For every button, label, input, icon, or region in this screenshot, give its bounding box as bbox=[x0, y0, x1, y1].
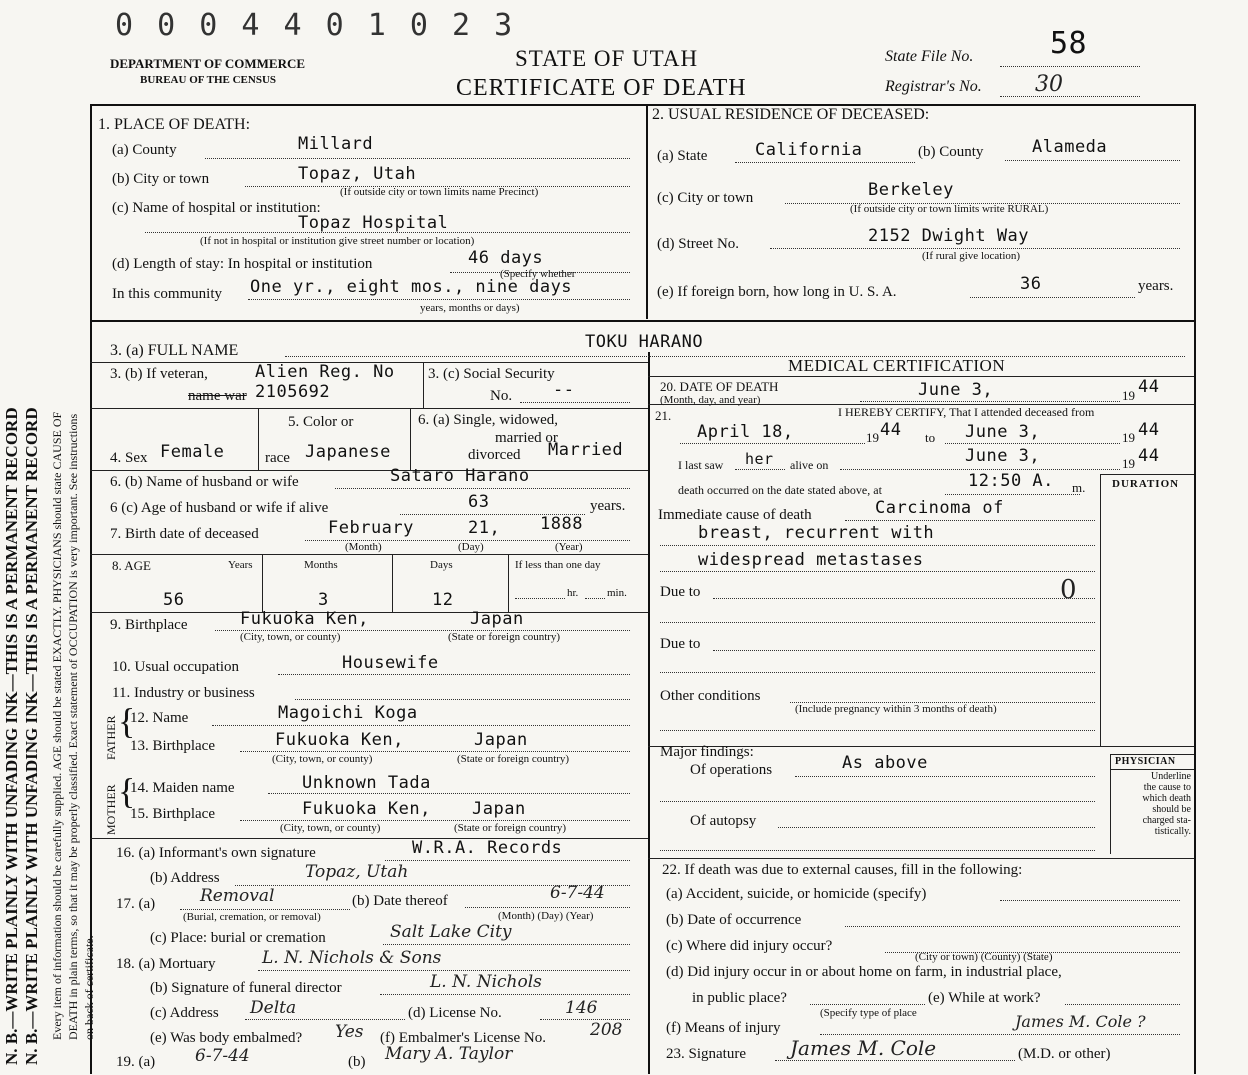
marital-label-c: divorced bbox=[468, 447, 521, 463]
age-days-value: 12 bbox=[432, 590, 454, 610]
birth-month-note: (Month) bbox=[345, 541, 382, 553]
hospital-note: (If not in hospital or institution give street number or location) bbox=[200, 235, 475, 247]
major-findings-label: Major findings: bbox=[660, 744, 754, 760]
ext-d2-label: in public place? bbox=[692, 990, 787, 1006]
burial-place-label: (c) Place: burial or cremation bbox=[150, 930, 326, 946]
father-name-label: 12. Name bbox=[130, 710, 189, 726]
birth-year-note: (Year) bbox=[555, 541, 583, 553]
alive-on-label: alive on bbox=[790, 458, 829, 472]
ext-d-label: (d) Did injury occur in or about home on farm, in industrial place, bbox=[666, 964, 1062, 980]
death-county-value: Millard bbox=[298, 134, 374, 154]
registrar-value: 30 bbox=[1035, 72, 1063, 97]
father-bp-value: Fukuoka Ken, bbox=[275, 730, 404, 750]
burial-place-value: Salt Lake City bbox=[390, 922, 512, 942]
filed-value: 6-7-44 bbox=[195, 1046, 250, 1066]
birthplace-country-note: (State or foreign country) bbox=[448, 631, 561, 643]
informant-value: W.R.A. Records bbox=[412, 838, 563, 858]
full-name-value: TOKU HARANO bbox=[585, 332, 704, 352]
industry-label: 11. Industry or business bbox=[112, 685, 255, 701]
ext-d-note: (Specify type of place bbox=[820, 1007, 917, 1019]
mortuary-addr-value: Delta bbox=[250, 998, 297, 1018]
hospital-value: Topaz Hospital bbox=[298, 213, 449, 233]
other-conditions-label: Other conditions bbox=[660, 688, 761, 704]
sex-label: 4. Sex bbox=[110, 450, 148, 466]
father-bp-city-note: (City, town, or county) bbox=[272, 753, 373, 765]
dod-note: (Month, day, and year) bbox=[660, 394, 761, 406]
hospital-label: (c) Name of hospital or institution: bbox=[112, 200, 321, 216]
place-of-death-heading: 1. PLACE OF DEATH: bbox=[98, 116, 251, 133]
birth-date-label: 7. Birth date of deceased bbox=[110, 526, 259, 542]
embalmer-value: 208 bbox=[590, 1020, 623, 1040]
mortuary-label: 18. (a) Mortuary bbox=[116, 956, 216, 972]
death-time-m: m. bbox=[1072, 480, 1086, 495]
cause-line-2: breast, recurrent with bbox=[698, 523, 935, 543]
cause-line-1: Carcinoma of bbox=[875, 498, 1004, 518]
other-conditions-note: (Include pregnancy within 3 months of death) bbox=[795, 703, 997, 715]
duration-label: DURATION bbox=[1112, 478, 1180, 490]
death-city-value: Topaz, Utah bbox=[298, 164, 417, 184]
death-city-label: (b) City or town bbox=[112, 171, 210, 187]
husband-label: 6. (b) Name of husband or wife bbox=[110, 474, 299, 490]
registrar-sig-label: (b) bbox=[348, 1054, 366, 1070]
stay-value: 46 days bbox=[468, 248, 544, 268]
dod-year-prefix: 19 bbox=[1122, 388, 1135, 403]
state-title: STATE OF UTAH bbox=[515, 46, 699, 71]
community-value: One yr., eight mos., nine days bbox=[250, 277, 573, 297]
license-label: (d) License No. bbox=[408, 1005, 502, 1021]
operations-value: As above bbox=[842, 753, 928, 773]
age-days-label: Days bbox=[430, 559, 453, 571]
ext-e-label: (e) While at work? bbox=[928, 990, 1041, 1006]
last-saw-label: I last saw bbox=[678, 458, 724, 472]
certify-num: 21. bbox=[655, 408, 672, 423]
physician-note bbox=[1113, 771, 1191, 837]
foreign-unit: years. bbox=[1138, 278, 1174, 294]
physician-note-line: tistically. bbox=[1154, 826, 1191, 837]
due-to-label-2: Due to bbox=[660, 636, 701, 652]
father-brace: { bbox=[118, 701, 136, 741]
filed-label: 19. (a) bbox=[116, 1054, 156, 1070]
dod-label: 20. DATE OF DEATH bbox=[660, 379, 779, 394]
father-bp-country: Japan bbox=[474, 730, 528, 750]
external-heading: 22. If death was due to external causes, fill in the following: bbox=[662, 862, 1023, 878]
birth-day-value: 21, bbox=[468, 518, 501, 538]
mother-bp-city-note: (City, town, or county) bbox=[280, 822, 381, 834]
birthplace-city-note: (City, town, or county) bbox=[240, 631, 341, 643]
mother-brace: { bbox=[118, 771, 136, 811]
res-city-label: (c) City or town bbox=[657, 190, 754, 206]
burial-date-label: (b) Date thereof bbox=[352, 893, 448, 909]
alive-year-prefix: 19 bbox=[1122, 456, 1135, 471]
ss-label: 3. (c) Social Security bbox=[428, 366, 555, 382]
war-label: name war bbox=[188, 388, 247, 404]
age-min-label: min. bbox=[607, 587, 627, 599]
attend-to-year-prefix: 19 bbox=[1122, 430, 1135, 445]
age-months-label: Months bbox=[304, 559, 338, 571]
burial-note: (Burial, cremation, or removal) bbox=[183, 911, 321, 923]
alive-on-value: June 3, bbox=[965, 446, 1041, 466]
physician-note-line: which death bbox=[1142, 793, 1191, 804]
embalmed-value: Yes bbox=[335, 1022, 364, 1042]
operations-label: Of operations bbox=[690, 762, 773, 778]
community-note: years, months or days) bbox=[420, 302, 520, 314]
attend-to-date: June 3, bbox=[965, 422, 1041, 442]
res-state-label: (a) State bbox=[657, 148, 708, 164]
color-label: 5. Color or bbox=[288, 414, 354, 430]
embalmer-label: (f) Embalmer's License No. bbox=[380, 1030, 546, 1046]
alien-reg-label: Alien Reg. No bbox=[255, 362, 395, 382]
attend-from-year-prefix: 19 bbox=[866, 430, 879, 445]
race-label: race bbox=[265, 450, 290, 466]
res-street-note: (If rural give location) bbox=[922, 250, 1021, 262]
burial-value: Removal bbox=[200, 886, 275, 906]
marital-label-a: 6. (a) Single, widowed, bbox=[418, 412, 558, 428]
license-value: 146 bbox=[565, 998, 598, 1018]
birthplace-city-value: Fukuoka Ken, bbox=[240, 609, 369, 629]
informant-addr-label: (b) Address bbox=[150, 870, 220, 886]
ss-no-label: No. bbox=[490, 388, 513, 404]
medical-heading: MEDICAL CERTIFICATION bbox=[788, 356, 1006, 375]
age-label: 8. AGE bbox=[112, 558, 151, 573]
alien-reg-value: 2105692 bbox=[255, 382, 331, 402]
occupation-value: Housewife bbox=[342, 653, 439, 673]
ss-value: -- bbox=[553, 380, 575, 400]
certificate-title: CERTIFICATE OF DEATH bbox=[456, 75, 747, 101]
death-time-value: 12:50 A. bbox=[968, 471, 1054, 491]
informant-label: 16. (a) Informant's own signature bbox=[116, 845, 316, 861]
cause-line-3: widespread metastases bbox=[698, 550, 924, 570]
ext-c-label: (c) Where did injury occur? bbox=[666, 938, 833, 954]
foreign-value: 36 bbox=[1020, 274, 1042, 294]
age-months-value: 3 bbox=[318, 590, 329, 610]
mortuary-addr-label: (c) Address bbox=[150, 1005, 219, 1021]
husband-value: Sataro Harano bbox=[390, 466, 530, 486]
birth-day-note: (Day) bbox=[458, 541, 484, 553]
ext-b-label: (b) Date of occurrence bbox=[666, 912, 802, 928]
registrar-sig-value: Mary A. Taylor bbox=[385, 1044, 513, 1064]
mother-bp-country-note: (State or foreign country) bbox=[454, 822, 567, 834]
physician-note-line: should be bbox=[1152, 804, 1191, 815]
attend-to-label: to bbox=[925, 430, 936, 445]
state-file-value: 58 bbox=[1050, 26, 1088, 61]
autopsy-label: Of autopsy bbox=[690, 813, 757, 829]
permanent-record-note: N. B.—WRITE PLAINLY WITH UNFADING INK—THIS IS A PERMANENT RECORD bbox=[2, 407, 21, 1065]
mother-bp-label: 15. Birthplace bbox=[130, 806, 215, 822]
signature-suffix: (M.D. or other) bbox=[1018, 1046, 1111, 1062]
husband-age-unit: years. bbox=[590, 498, 626, 514]
birthplace-label: 9. Birthplace bbox=[110, 617, 188, 633]
res-city-note: (If outside city or town limits write RURAL) bbox=[850, 203, 1049, 215]
attend-to-year: 44 bbox=[1138, 420, 1160, 440]
birth-year-value: 1888 bbox=[540, 514, 583, 534]
father-bp-country-note: (State or foreign country) bbox=[457, 753, 570, 765]
father-bp-label: 13. Birthplace bbox=[130, 738, 215, 754]
underline-mark: 0 bbox=[1060, 575, 1077, 605]
ext-f-label: (f) Means of injury bbox=[666, 1020, 781, 1036]
marital-label-b: married or bbox=[495, 430, 558, 446]
ext-c-note: (City or town) (County) (State) bbox=[915, 951, 1053, 963]
attend-from-date: April 18, bbox=[697, 422, 794, 442]
instruction-line-1: Every item of information should be carefully supplied. AGE should be stated EXACTLY. PHYSICIANS should state CAUSE OF bbox=[50, 411, 64, 1040]
res-county-value: Alameda bbox=[1032, 137, 1108, 157]
full-name-label: 3. (a) FULL NAME bbox=[110, 342, 239, 359]
embalmed-label: (e) Was body embalmed? bbox=[150, 1030, 303, 1046]
signature-label: 23. Signature bbox=[666, 1046, 746, 1062]
father-side-label: FATHER bbox=[104, 715, 118, 760]
immediate-cause-label: Immediate cause of death bbox=[658, 507, 812, 523]
mother-name-label: 14. Maiden name bbox=[130, 780, 235, 796]
race-value: Japanese bbox=[305, 442, 391, 462]
alive-year: 44 bbox=[1138, 446, 1160, 466]
birthplace-country-value: Japan bbox=[470, 609, 524, 629]
age-lt-label: If less than one day bbox=[515, 559, 601, 571]
stay-label: (d) Length of stay: In hospital or institution bbox=[112, 256, 373, 272]
res-state-value: California bbox=[755, 140, 863, 160]
department: DEPARTMENT OF COMMERCE bbox=[110, 56, 306, 71]
burial-date-note: (Month) (Day) (Year) bbox=[498, 910, 594, 922]
serial-number: 0 0 0 4 4 0 1 0 2 3 bbox=[115, 8, 516, 43]
mortuary-value: L. N. Nichols & Sons bbox=[262, 948, 442, 968]
instruction-line-2: DEATH in plain terms, so that it may be properly classified. Exact statement of OCCUPATION is very important. See instructions bbox=[66, 413, 80, 1040]
informant-addr-value: Topaz, Utah bbox=[305, 862, 409, 882]
bureau: BUREAU OF THE CENSUS bbox=[140, 74, 277, 86]
marital-value: Married bbox=[548, 440, 624, 460]
burial-label: 17. (a) bbox=[116, 896, 156, 912]
sex-value: Female bbox=[160, 442, 225, 462]
death-city-note: (If outside city or town limits name Precinct) bbox=[340, 186, 539, 198]
stay-note: (Specify whether bbox=[500, 268, 576, 280]
registrar-label: Registrar's No. bbox=[885, 78, 982, 95]
age-years-label: Years bbox=[228, 559, 253, 571]
community-label: In this community bbox=[112, 286, 222, 302]
occupation-label: 10. Usual occupation bbox=[112, 659, 240, 675]
due-to-label-1: Due to bbox=[660, 584, 701, 600]
residence-heading: 2. USUAL RESIDENCE OF DECEASED: bbox=[652, 106, 930, 123]
res-city-value: Berkeley bbox=[868, 180, 954, 200]
death-time-label: death occurred on the date stated above, at bbox=[678, 483, 882, 497]
mother-bp-value: Fukuoka Ken, bbox=[302, 799, 431, 819]
res-street-value: 2152 Dwight Way bbox=[868, 226, 1030, 246]
certify-text: I HEREBY CERTIFY, That I attended deceased from bbox=[838, 405, 1095, 419]
death-county-label: (a) County bbox=[112, 142, 177, 158]
permanent-record-note-2: N. B.—WRITE PLAINLY WITH UNFADING INK—THIS IS A PERMANENT RECORD bbox=[22, 407, 41, 1065]
mother-name-value: Unknown Tada bbox=[302, 773, 431, 793]
last-saw-who: her bbox=[745, 450, 774, 468]
age-years-value: 56 bbox=[163, 590, 185, 610]
age-hr-label: hr. bbox=[567, 587, 579, 599]
state-file-label: State File No. bbox=[885, 48, 974, 65]
dod-value: June 3, bbox=[918, 380, 994, 400]
veteran-label: 3. (b) If veteran, bbox=[110, 366, 208, 382]
birth-month-value: February bbox=[328, 518, 414, 538]
foreign-label: (e) If foreign born, how long in U. S. A. bbox=[657, 284, 897, 300]
res-county-label: (b) County bbox=[918, 144, 984, 160]
burial-date-value: 6-7-44 bbox=[550, 883, 605, 903]
director-label: (b) Signature of funeral director bbox=[150, 980, 342, 996]
director-value: L. N. Nichols bbox=[430, 972, 542, 992]
physician-note-line: charged sta- bbox=[1142, 815, 1191, 826]
res-street-label: (d) Street No. bbox=[657, 236, 740, 252]
father-name-value: Magoichi Koga bbox=[278, 703, 418, 723]
physician-signature: James M. Cole bbox=[790, 1036, 937, 1060]
dod-year: 44 bbox=[1138, 377, 1160, 397]
husband-age-label: 6 (c) Age of husband or wife if alive bbox=[110, 500, 329, 516]
mother-side-label: MOTHER bbox=[104, 784, 118, 835]
physician-heading: PHYSICIAN bbox=[1115, 756, 1176, 767]
instruction-line-3: on back of certificate. bbox=[82, 935, 96, 1040]
physician-note-line: the cause to bbox=[1143, 782, 1191, 793]
ext-a-label: (a) Accident, suicide, or homicide (specify) bbox=[666, 886, 927, 902]
physician-printed-name: James M. Cole ? bbox=[1015, 1012, 1146, 1031]
mother-bp-country: Japan bbox=[472, 799, 526, 819]
physician-note-line: Underline bbox=[1151, 771, 1191, 782]
attend-from-year: 44 bbox=[880, 420, 902, 440]
husband-age-value: 63 bbox=[468, 492, 490, 512]
